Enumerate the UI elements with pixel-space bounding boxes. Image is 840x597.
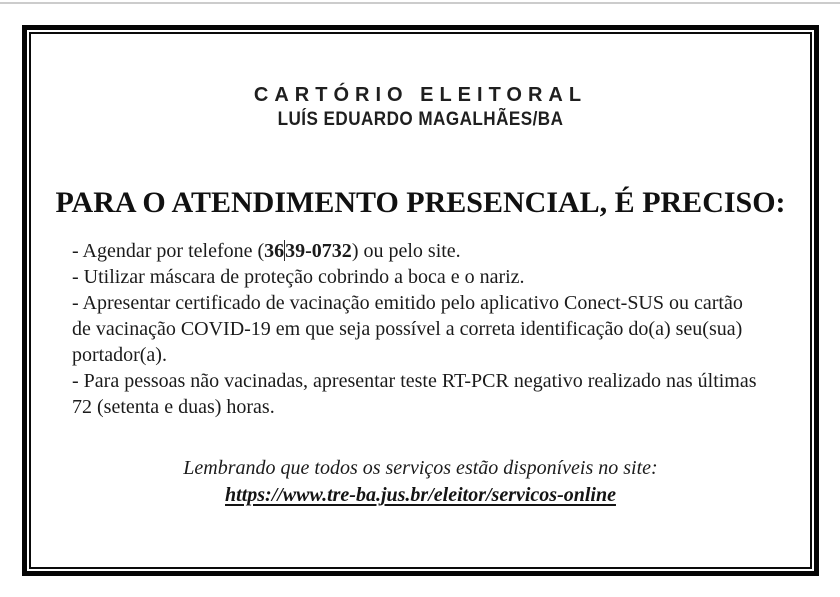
phone-number (264, 240, 352, 262)
notice-inner-frame (29, 32, 812, 569)
org-subtitle: LUÍS EDUARDO MAGALHÃES/BA (277, 109, 564, 130)
list-item-mask: - Utilizar máscara de proteção cobrindo a boca e o nariz. (72, 266, 525, 288)
org-header (31, 84, 810, 130)
main-heading: PARA O ATENDIMENTO PRESENCIAL, É PRECISO: (55, 186, 786, 219)
org-title: CARTÓRIO ELEITORAL (253, 84, 588, 106)
list-item-rtpcr-test: - Para pessoas não vacinadas, apresentar teste RT-PCR negativo realizado nas últimas 72 (setenta e duas) horas. (72, 370, 757, 418)
phone-number-right: 39-0732 (285, 240, 352, 262)
footer-link-line (31, 483, 810, 508)
phone-item-prefix: - Agendar por telefone ( (72, 240, 265, 262)
phone-item-suffix: ) ou pelo site. (351, 240, 461, 262)
footer-note: Lembrando que todos os serviços estão disponíveis no site: (183, 457, 658, 479)
notice-border-frame (22, 25, 819, 576)
phone-number-left: 36 (264, 240, 285, 262)
footer (31, 456, 810, 508)
services-online-link[interactable]: https://www.tre-ba.jus.br/eleitor/servicos-online (225, 484, 616, 506)
requirements-list (72, 238, 764, 420)
window-top-divider (0, 2, 840, 4)
list-item-phone (72, 238, 764, 264)
list-item-vaccination-certificate: - Apresentar certificado de vacinação emitido pelo aplicativo Conect-SUS ou cartão de vacinação COVID-19 em que seja possível a correta identificação do(a) seu(sua) portador(a). (72, 292, 743, 366)
